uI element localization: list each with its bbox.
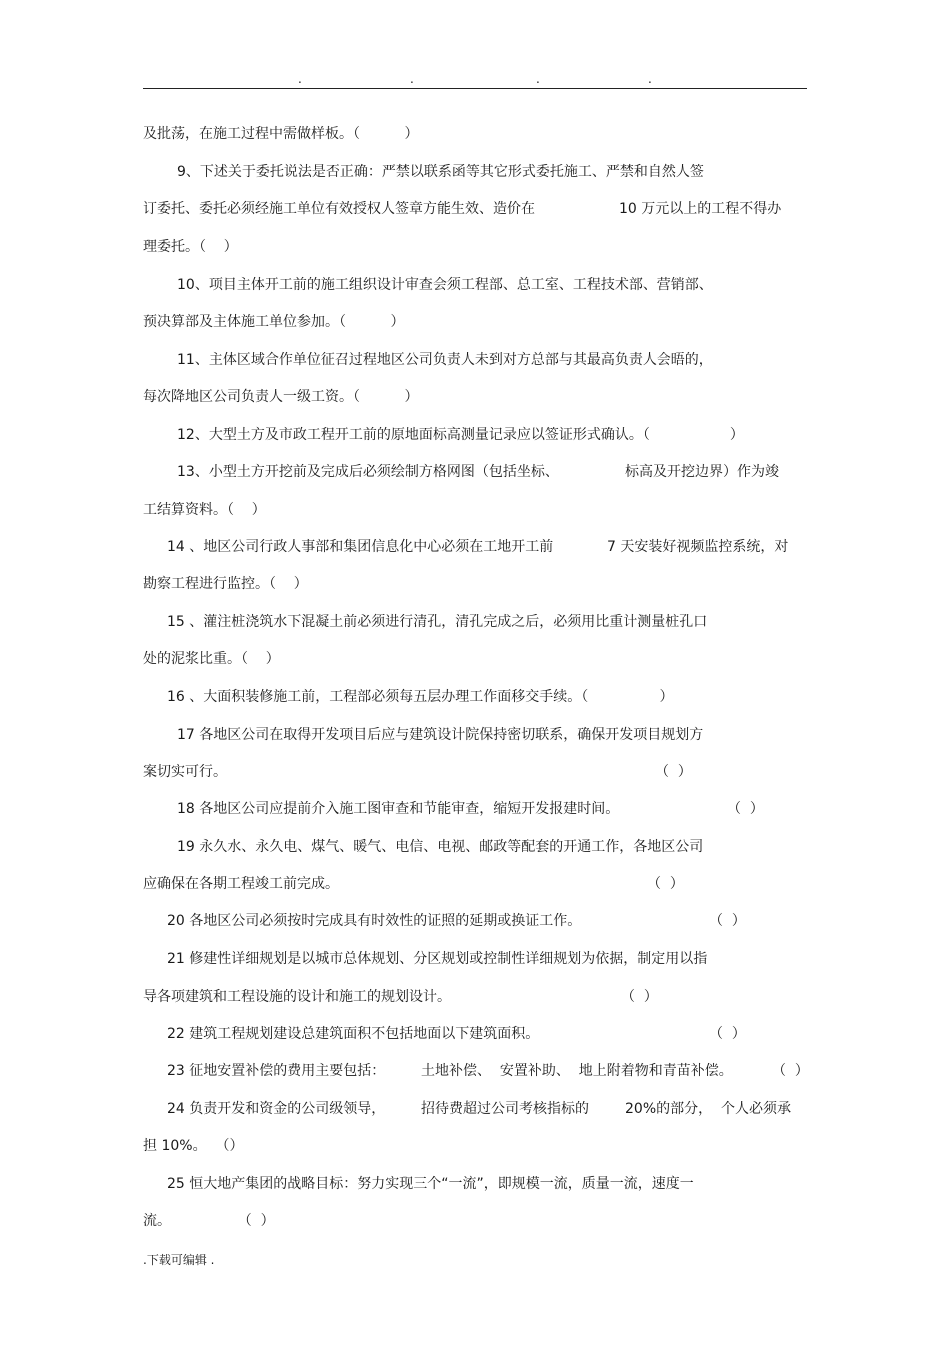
answer-parens: （ ） bbox=[727, 801, 764, 817]
text-line: 工结算资料。（ ） bbox=[143, 502, 266, 518]
text-line: 预决算部及主体施工单位参加。（ ） bbox=[143, 314, 405, 330]
text-line: 订委托、委托必须经施工单位有效授权人签章方能生效、造价在 bbox=[143, 201, 535, 217]
header-dot: . bbox=[298, 72, 302, 86]
header-dots bbox=[0, 72, 950, 86]
text-line: 导各项建筑和工程设施的设计和施工的规划设计。 bbox=[143, 989, 451, 1005]
text-line: 理委托。（ ） bbox=[143, 239, 238, 255]
answer-parens: （ ） bbox=[709, 1026, 746, 1042]
text-line: 个人必须承 bbox=[721, 1101, 791, 1117]
question-12: 12、大型土方及市政工程开工前的原地面标高测量记录应以签证形式确认。（ ） bbox=[177, 427, 744, 443]
answer-parens: （ ） bbox=[655, 764, 692, 780]
footer-note: .下载可编辑 . bbox=[143, 1253, 215, 1267]
header-rule bbox=[143, 88, 807, 89]
question-15: 15 、灌注桩浇筑水下混凝土前必须进行清孔，清孔完成之后，必须用比重计测量桩孔口 bbox=[167, 614, 708, 630]
text-line: 每次降地区公司负责人一级工资。（ ） bbox=[143, 389, 419, 405]
question-20: 20 各地区公司必须按时完成具有时效性的证照的延期或换证工作。 bbox=[167, 913, 582, 929]
text-line: 招待费超过公司考核指标的 bbox=[421, 1101, 589, 1117]
text-line: 流。 （ ） bbox=[143, 1213, 275, 1229]
question-21: 21 修建性详细规划是以城市总体规划、分区规划或控制性详细规划为依据，制定用以指 bbox=[167, 951, 708, 967]
answer-parens: （ ） bbox=[709, 913, 746, 929]
question-11: 11、主体区域合作单位征召过程地区公司负责人未到对方总部与其最高负责人会晤的， bbox=[177, 352, 713, 368]
question-16: 16 、大面积装修施工前，工程部必须每五层办理工作面移交手续。（ ） bbox=[167, 689, 674, 705]
question-25: 25 恒大地产集团的战略目标：努力实现三个“一流”，即规模一流，质量一流，速度一 bbox=[167, 1176, 694, 1192]
text-line: 案切实可行。 bbox=[143, 764, 227, 780]
header-dot: . bbox=[536, 72, 540, 86]
question-9: 9、下述关于委托说法是否正确：严禁以联系函等其它形式委托施工、严禁和自然人签 bbox=[177, 164, 704, 180]
header-dot: . bbox=[648, 72, 652, 86]
question-17: 17 各地区公司在取得开发项目后应与建筑设计院保持密切联系，确保开发项目规划方 bbox=[177, 727, 704, 743]
text-line: 及批荡，在施工过程中需做样板。（ ） bbox=[143, 126, 419, 142]
text-line: 处的泥浆比重。（ ） bbox=[143, 651, 280, 667]
text-line: 土地补偿、 安置补助、 地上附着物和青苗补偿。 bbox=[421, 1063, 733, 1079]
text-line: 应确保在各期工程竣工前完成。 bbox=[143, 876, 339, 892]
question-14: 14 、地区公司行政人事部和集团信息化中心必须在工地开工前 bbox=[167, 539, 554, 555]
answer-parens: （ ） bbox=[772, 1063, 809, 1079]
question-23: 23 征地安置补偿的费用主要包括： bbox=[167, 1063, 386, 1079]
text-line: 担 10%。 （） bbox=[143, 1138, 244, 1154]
answer-parens: （ ） bbox=[647, 876, 684, 892]
question-10: 10、项目主体开工前的施工组织设计审查会须工程部、总工室、工程技术部、营销部、 bbox=[177, 277, 713, 293]
text-line: 勘察工程进行监控。（ ） bbox=[143, 576, 308, 592]
text-line: 标高及开挖边界）作为竣 bbox=[625, 464, 779, 480]
answer-parens: （ ） bbox=[621, 989, 658, 1005]
header-dot: . bbox=[410, 72, 414, 86]
question-13: 13、小型土方开挖前及完成后必须绘制方格网图（包括坐标、 bbox=[177, 464, 559, 480]
question-19: 19 永久水、永久电、煤气、暖气、电信、电视、邮政等配套的开通工作，各地区公司 bbox=[177, 839, 704, 855]
text-line: 10 万元以上的工程不得办 bbox=[619, 201, 782, 217]
question-22: 22 建筑工程规划建设总建筑面积不包括地面以下建筑面积。 bbox=[167, 1026, 540, 1042]
question-24: 24 负责开发和资金的公司级领导， bbox=[167, 1101, 386, 1117]
question-18: 18 各地区公司应提前介入施工图审查和节能审查，缩短开发报建时间。 bbox=[177, 801, 620, 817]
text-line: 20%的部分， bbox=[625, 1101, 713, 1117]
text-line: 7 天安装好视频监控系统，对 bbox=[607, 539, 789, 555]
